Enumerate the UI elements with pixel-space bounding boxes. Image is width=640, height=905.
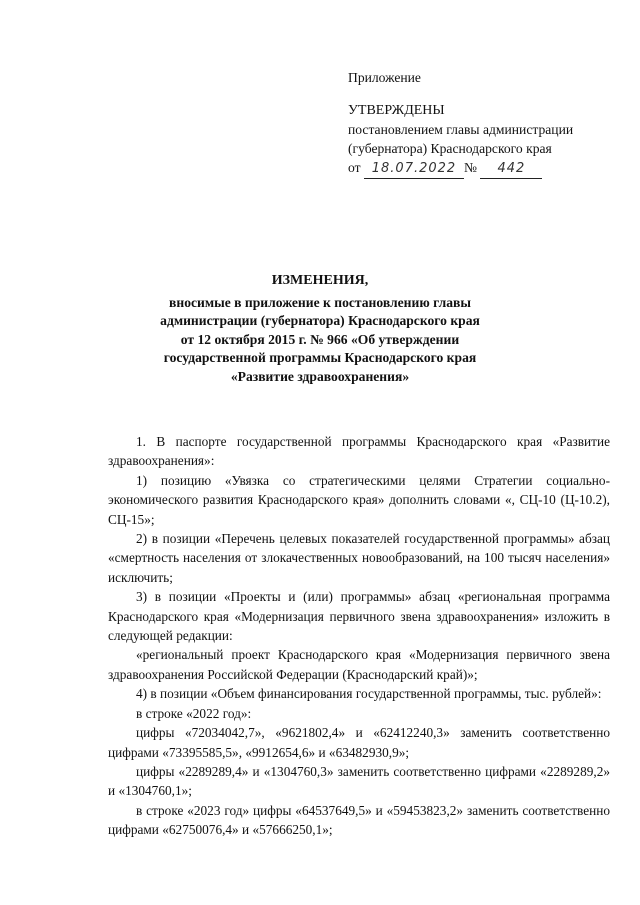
- heading-line: государственной программы Краснодарского края: [163, 350, 477, 366]
- handwritten-number: 442: [497, 161, 526, 176]
- paragraph: 1. В паспорте государственной программы Краснодарского края «Развитие здравоохранения»:: [108, 434, 610, 469]
- heading-line: вносимые в приложение к постановлению главы: [169, 294, 471, 310]
- approved-label: УТВЕРЖДЕНЫ: [348, 103, 445, 118]
- paragraph: 4) в позиции «Объем финансирования государственной программы, тыс. рублей»:: [136, 686, 602, 702]
- paragraph: цифры «72034042,7», «9621802,4» и «62412240,3» заменить соответственно цифрами «73395585,5», «9912654,6» и «63482930,9»;: [108, 725, 610, 760]
- approval-line-2: (губернатора) Краснодарского края: [348, 141, 552, 156]
- approval-line-1: постановлением главы администрации: [348, 122, 574, 137]
- paragraph: в строке «2023 год» цифры «64537649,5» и «59453823,2» заменить соответственно цифрами «62750076,4» и «57666250,1»;: [108, 802, 610, 838]
- heading-line: администрации (губернатора) Краснодарского края: [160, 313, 480, 329]
- document-heading: [110, 272, 530, 387]
- appendix-label: Приложение: [348, 70, 421, 85]
- number-label: №: [463, 160, 477, 175]
- heading-title: ИЗМЕНЕНИЯ,: [271, 273, 369, 288]
- date-number-line: [348, 158, 573, 179]
- paragraph: в строке «2022 год»:: [136, 705, 252, 721]
- heading-line: от 12 октября 2015 г. № 966 «Об утверждении: [180, 331, 460, 347]
- paragraph: 2) в позиции «Перечень целевых показателей государственной программы» абзац «смертность населения от злокачественных новообразований, на 100 тысяч населения» исключить;: [108, 531, 610, 585]
- paragraph: 1) позицию «Увязка со стратегическими целями Стратегии социально-экономического развития Краснодарского края» дополнить словами «, СЦ-10 (Ц-10.2), СЦ-15»;: [108, 472, 610, 527]
- approval-block: [348, 68, 573, 179]
- paragraph: цифры «2289289,4» и «1304760,3» заменить соответственно цифрами «2289289,2» и «1304760,1»;: [108, 763, 610, 799]
- from-label: от: [348, 160, 361, 175]
- document-body: [108, 432, 610, 840]
- paragraph: 3) в позиции «Проекты и (или) программы» абзац «региональная программа Краснодарского края «Модернизация первичного звена здравоохранения» изложить в следующей редакции:: [108, 589, 610, 644]
- heading-line: «Развитие здравоохранения»: [230, 368, 410, 384]
- paragraph: «региональный проект Краснодарского края «Модернизация первичного звена здравоохранения Российской Федерации (Краснодарский край)»;: [108, 647, 610, 682]
- handwritten-date: 18.07.2022: [371, 161, 457, 176]
